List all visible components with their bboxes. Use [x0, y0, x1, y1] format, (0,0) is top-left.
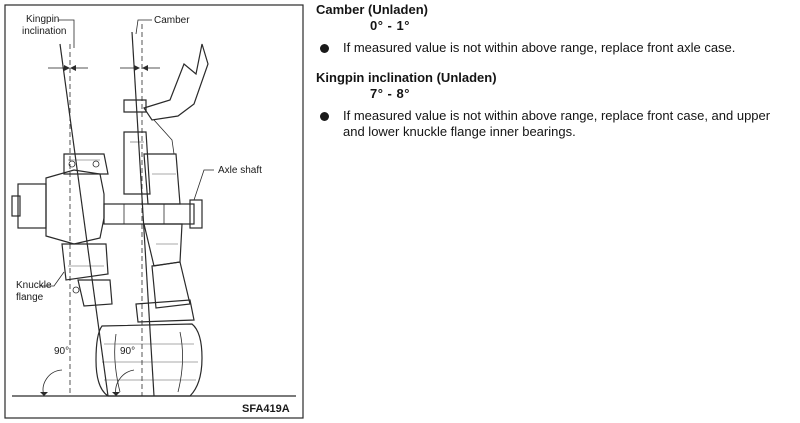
label-axle-shaft: Axle shaft	[218, 165, 262, 176]
camber-section	[316, 2, 796, 56]
kingpin-title: Kingpin inclination (Unladen)	[316, 70, 497, 85]
camber-angle-arrows	[120, 65, 160, 71]
axle-case	[124, 132, 194, 322]
label-kingpin-line1: Kingpin	[26, 14, 60, 25]
figure-code: SFA419A	[242, 403, 290, 415]
camber-note	[316, 40, 796, 56]
kingpin-section	[316, 70, 796, 140]
kingpin-note	[316, 108, 796, 140]
alignment-specs	[316, 2, 796, 154]
camber-note-text: If measured value is not within above range, replace front axle case.	[343, 40, 736, 55]
kingpin-note-text: If measured value is not within above range, replace front case, and upper and lower knuckle flange inner bearings.	[343, 108, 771, 139]
camber-range: 0° - 1°	[370, 18, 410, 33]
label-knuckle-line2: flange	[16, 292, 44, 303]
axle-shaft-leader	[194, 170, 214, 200]
label-kingpin-line2: inclination	[22, 26, 67, 37]
alignment-diagram	[4, 4, 304, 419]
kingpin-line	[60, 44, 108, 396]
bullet-icon	[320, 44, 329, 53]
label-angle-right: 90°	[120, 346, 136, 357]
tire	[96, 324, 202, 396]
diagram-frame	[5, 5, 303, 418]
camber-title: Camber (Unladen)	[316, 2, 428, 17]
camber-leader	[136, 20, 152, 34]
camber-line	[132, 32, 154, 396]
bullet-icon	[320, 112, 329, 121]
label-knuckle-line1: Knuckle	[16, 280, 52, 291]
kingpin-range: 7° - 8°	[370, 86, 410, 101]
label-angle-left: 90°	[54, 346, 70, 357]
label-camber: Camber	[154, 15, 190, 26]
kingpin-angle-arrows	[48, 65, 88, 71]
